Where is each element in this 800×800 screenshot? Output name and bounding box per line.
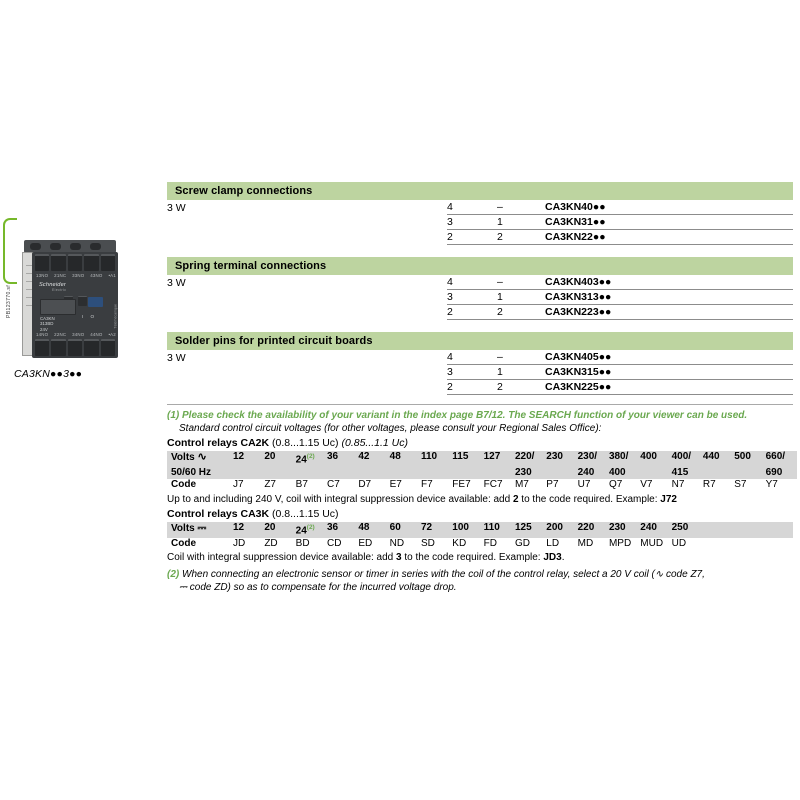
catalog-reference: CA3KN403●● — [545, 275, 793, 290]
volts-label: Volts ⎓ — [171, 521, 207, 534]
photo-caption: CA3KN●●3●● — [14, 368, 83, 380]
voltage-table-ca3k — [167, 522, 793, 550]
voltage-value: 220/ — [514, 451, 535, 462]
frequency-label: 50/60 Hz — [171, 466, 212, 478]
voltage-value-second-line: 400 — [608, 466, 626, 478]
contactor-type-label: CA3KN 313BD 24V — [40, 316, 55, 332]
voltage-value: 48 — [358, 521, 370, 533]
voltage-value-second-line — [390, 467, 421, 480]
code-value: FE7 — [452, 479, 471, 491]
voltage-value: 20 — [264, 521, 276, 533]
voltage-row — [167, 522, 793, 538]
no-contacts: 2 — [447, 305, 497, 320]
ca2k-title-rest: (0.8...1.15 Uc) — [269, 437, 342, 449]
code-value: KD — [452, 537, 467, 549]
voltage-row-bottom — [167, 467, 797, 480]
ca2k-note-mid: to the code required. Example: — [518, 493, 661, 505]
voltage-value: 24$^{(2)}$ — [295, 453, 315, 466]
catalog-reference: CA3KN225●● — [545, 380, 793, 395]
code-value: C7 — [326, 479, 340, 491]
no-contacts: 2 — [447, 230, 497, 245]
code-cell-empty — [763, 538, 793, 551]
voltage-value: 200 — [546, 521, 563, 533]
voltage-value: 230 — [608, 521, 626, 533]
voltage-value: 250 — [671, 521, 689, 533]
brand-name: Schneider — [39, 282, 66, 288]
code-row — [167, 479, 797, 492]
table-row — [167, 230, 793, 245]
section-header-spring-terminal: Spring terminal connections — [167, 257, 793, 275]
code-value: E7 — [389, 479, 402, 491]
photo-side-code: PB123770.sf — [6, 284, 12, 318]
voltage-value: 230/ — [577, 451, 598, 462]
code-value: FC7 — [483, 479, 503, 491]
ca3k-note-bold2: JD3 — [543, 552, 562, 564]
voltage-table-ca2k — [167, 451, 797, 492]
catalog-reference: CA3KN223●● — [545, 305, 793, 320]
code-value: S7 — [734, 479, 747, 491]
code-value: LD — [546, 537, 560, 549]
terminal-marks-top: 13NO 21NC 33NO 43NO •A1 — [36, 273, 116, 278]
voltage-value: 127 — [483, 451, 501, 462]
voltage-value: 125 — [514, 521, 532, 533]
table-row — [167, 215, 793, 230]
terminal-marks-bottom: 14NO 22NC 34NO 44NO •A2 — [36, 332, 116, 337]
code-value: M7 — [514, 479, 529, 491]
footnote-2-line2: ⎓ code ZD) so as to compensate for the incurred voltage drop. — [179, 582, 457, 594]
ca3k-title — [167, 506, 793, 522]
voltage-value: 240 — [640, 521, 657, 533]
code-value: N7 — [671, 479, 685, 491]
code-value: SD — [420, 537, 435, 549]
catalog-reference: CA3KN22●● — [545, 230, 793, 245]
code-value: JD — [233, 537, 246, 549]
table-row — [167, 365, 793, 380]
code-value: ED — [358, 537, 373, 549]
product-table-solder-pins — [167, 350, 793, 395]
code-value: F7 — [420, 479, 433, 491]
voltage-value-second-line — [546, 467, 577, 480]
voltage-value: 12 — [233, 451, 245, 462]
code-value: D7 — [358, 479, 372, 491]
contactor-body — [32, 252, 118, 358]
voltage-value: 42 — [358, 451, 370, 462]
code-cell-empty — [703, 538, 733, 551]
code-value: U7 — [577, 479, 591, 491]
table-row — [167, 200, 793, 215]
power-rating — [167, 365, 447, 380]
contactor-label-window — [40, 299, 76, 315]
code-value: MUD — [640, 537, 664, 549]
ca2k-title-bold: Control relays CA2K — [167, 437, 270, 449]
power-rating: 3 W — [167, 201, 186, 214]
separator-rule — [167, 404, 793, 405]
ca2k-note-bold1: 2 — [512, 493, 519, 505]
ca3k-title-rest: (0.8...1.15 Uc) — [269, 507, 339, 520]
voltage-value-second-line — [296, 467, 327, 480]
code-value: Q7 — [608, 479, 623, 491]
footnote-1-line1: (1) Please check the availability of your variant in the index page B7/12. The SEARCH function of your viewer can be used. — [167, 410, 748, 421]
voltage-value-second-line — [327, 467, 358, 480]
code-value: R7 — [702, 479, 716, 491]
nc-contacts: – — [497, 200, 545, 215]
code-value: MD — [577, 537, 594, 549]
datasheet-content — [167, 182, 793, 594]
terminal-row-bottom — [35, 339, 115, 356]
footnote-2-line1: When connecting an electronic sensor or timer in series with the coil of the control relay, select a 20 V coil (∿ code Z7, — [179, 569, 705, 581]
nc-contacts: 1 — [497, 290, 545, 305]
contactor-io-marking: I O — [82, 314, 98, 319]
ca3k-note-mid: to the code required. Example: — [401, 552, 544, 564]
power-rating — [167, 215, 447, 230]
no-contacts: 4 — [447, 350, 497, 365]
voltage-value-second-line — [640, 467, 671, 480]
ca3k-note — [167, 550, 793, 564]
no-contacts: 4 — [447, 200, 497, 215]
code-value: CD — [326, 537, 342, 549]
code-value: Z7 — [264, 479, 276, 491]
voltage-value: 36 — [326, 521, 339, 533]
voltage-value: 48 — [389, 451, 401, 462]
ca2k-note-bold2: J72 — [660, 493, 677, 505]
ca3k-note-bold1: 3 — [396, 552, 402, 564]
section-header-solder-pins: Solder pins for printed circuit boards — [167, 332, 793, 350]
code-value: Y7 — [765, 479, 778, 491]
code-value: UD — [671, 537, 687, 549]
code-label: Code — [171, 537, 196, 549]
power-rating — [167, 230, 447, 245]
terminal-row-top — [35, 254, 115, 271]
nc-contacts: 1 — [497, 365, 545, 380]
voltage-value-second-line — [264, 467, 295, 480]
table-row — [167, 380, 793, 395]
code-value: MPD — [608, 537, 632, 549]
volts-label: Volts ∿ — [171, 451, 207, 463]
product-table-screw-clamp — [167, 200, 793, 245]
code-row — [167, 538, 793, 551]
voltage-value-second-line — [233, 467, 264, 480]
nc-contacts: – — [497, 275, 545, 290]
table-row — [167, 290, 793, 305]
power-rating: 3 W — [167, 351, 186, 364]
no-contacts: 2 — [447, 380, 497, 395]
voltage-value-second-line — [734, 467, 765, 480]
ca3k-note-pre: Coil with integral suppression device available: add — [167, 552, 397, 564]
voltage-value-second-line — [452, 467, 483, 480]
voltage-value-second-line: 690 — [765, 466, 783, 478]
code-label: Code — [171, 479, 196, 491]
voltage-value-second-line: 415 — [671, 466, 689, 478]
voltage-value: 72 — [420, 521, 433, 533]
product-table-spring-terminal — [167, 275, 793, 320]
ca2k-title — [167, 435, 793, 451]
section-header-screw-clamp: Screw clamp connections — [167, 182, 793, 200]
voltage-value: 36 — [326, 451, 339, 462]
voltage-value: 400 — [640, 451, 657, 462]
catalog-reference: CA3KN405●● — [545, 350, 793, 365]
voltage-value-second-line — [358, 467, 389, 480]
table-row — [167, 275, 793, 290]
code-value: P7 — [546, 479, 559, 491]
voltage-value: 110 — [483, 521, 500, 533]
voltage-value: 660/ — [765, 451, 786, 462]
footnote-2 — [167, 564, 793, 594]
voltage-value: 24$^{(2)}$ — [295, 523, 315, 537]
contactor-image — [22, 240, 120, 360]
nc-contacts: 2 — [497, 380, 545, 395]
voltage-value: 380/ — [608, 451, 629, 462]
code-value: ND — [389, 537, 405, 549]
code-value: J7 — [233, 479, 244, 491]
ca3k-note-end: . — [561, 552, 565, 564]
contactor-blue-marker — [88, 297, 103, 307]
catalog-reference: CA3KN31●● — [545, 215, 793, 230]
voltage-value: 230 — [546, 451, 563, 462]
nc-contacts: – — [497, 350, 545, 365]
nc-contacts: 2 — [497, 230, 545, 245]
voltage-cell-empty — [763, 522, 793, 538]
product-photo-panel — [0, 218, 150, 398]
voltage-value: 60 — [389, 521, 401, 533]
ca2k-note — [167, 492, 793, 506]
code-value: BD — [295, 537, 310, 549]
voltage-value: 440 — [702, 451, 720, 462]
voltage-cell-empty — [703, 522, 733, 538]
power-rating — [167, 290, 447, 305]
ca2k-title-italic: (0.85...1.1 Uc) — [341, 437, 409, 449]
table-row — [167, 350, 793, 365]
ca2k-note-pre: Up to and including 240 V, coil with integral suppression device available: add — [167, 493, 513, 505]
voltage-value: 12 — [233, 521, 245, 533]
power-rating — [167, 305, 447, 320]
code-value: GD — [514, 537, 530, 549]
power-rating — [167, 380, 447, 395]
no-contacts: 3 — [447, 365, 497, 380]
voltage-row-top — [167, 451, 797, 467]
contactor-button-2 — [78, 296, 87, 306]
voltage-value-second-line: 240 — [577, 466, 595, 478]
nc-contacts: 1 — [497, 215, 545, 230]
catalog-reference: CA3KN40●● — [545, 200, 793, 215]
voltage-value: 500 — [734, 451, 751, 462]
code-cell-empty — [733, 538, 763, 551]
voltage-value-second-line — [484, 467, 515, 480]
no-contacts: 3 — [447, 290, 497, 305]
footnote-2-number: (2) — [167, 569, 180, 581]
footnote-1-line2: Standard control circuit voltages (for other voltages, please consult your Regional Sales Office): — [179, 423, 602, 434]
ca3k-title-bold: Control relays CA3K — [167, 507, 270, 520]
contactor-vertical-text: Télémécanique — [114, 304, 118, 329]
voltage-value: 115 — [452, 451, 469, 462]
voltage-value: 110 — [420, 451, 438, 462]
voltage-value-second-line — [421, 467, 452, 480]
voltage-value: 400/ — [671, 451, 692, 462]
table-row — [167, 305, 793, 320]
voltage-cell-empty — [733, 522, 763, 538]
nc-contacts: 2 — [497, 305, 545, 320]
no-contacts: 4 — [447, 275, 497, 290]
catalog-reference: CA3KN313●● — [545, 290, 793, 305]
voltage-value: 20 — [264, 451, 276, 462]
voltage-value-second-line: 230 — [514, 466, 532, 478]
no-contacts: 3 — [447, 215, 497, 230]
power-rating: 3 W — [167, 276, 186, 289]
code-value: V7 — [640, 479, 653, 491]
brand-subtitle: Electric — [52, 288, 67, 292]
voltage-value-second-line — [703, 467, 734, 480]
code-value: FD — [483, 537, 497, 549]
catalog-reference: CA3KN315●● — [545, 365, 793, 380]
code-value: B7 — [295, 479, 308, 491]
voltage-value: 220 — [577, 521, 595, 533]
voltage-value: 100 — [452, 521, 469, 533]
code-value: ZD — [264, 537, 278, 549]
